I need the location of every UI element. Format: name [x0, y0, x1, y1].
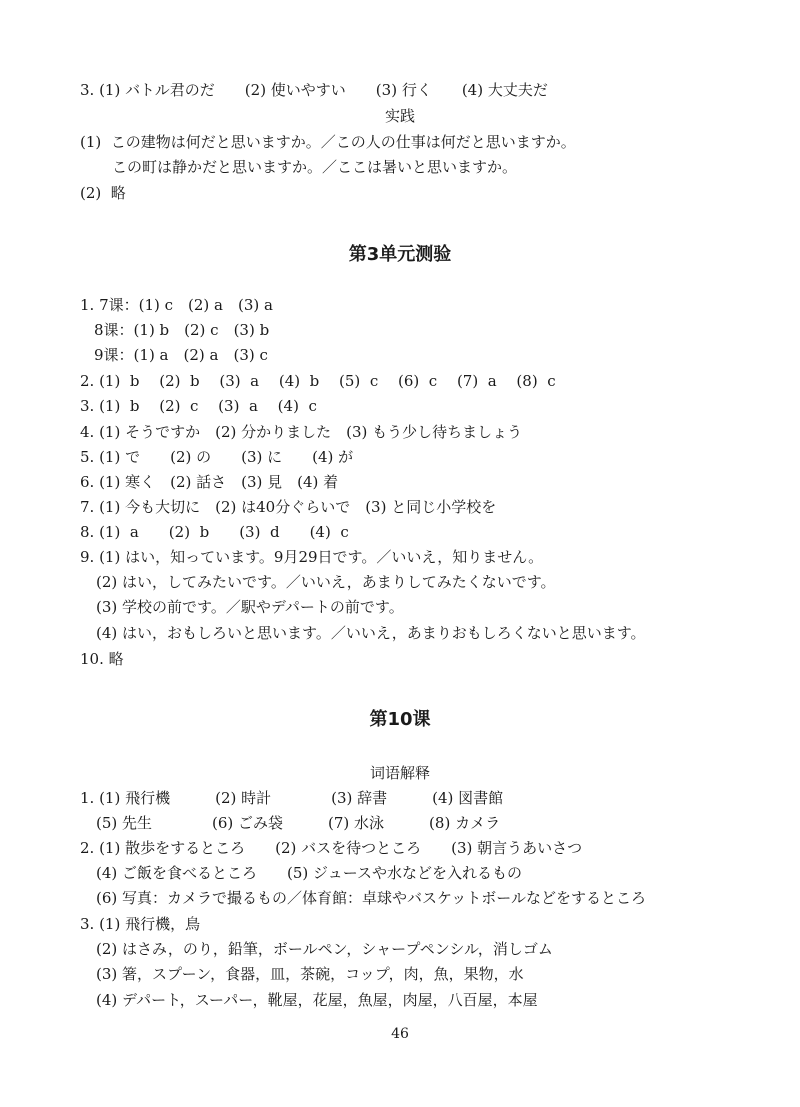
unit-test-title: 第3单元测验	[348, 244, 452, 265]
test-answer-9-1: 9. (1) はい，知っています。9月29日です。／いいえ，知りません。	[80, 548, 544, 566]
vocab-answer-2a: 2. (1) 散歩をするところ (2) バスを待つところ (3) 朝言うあいさつ	[80, 839, 583, 857]
test-answer-7: 7. (1) 今も大切に (2) は40分ぐらいで (3) と同じ小学校を	[80, 498, 497, 516]
test-answer-6: 6. (1) 寒く (2) 話さ (3) 見 (4) 着	[80, 473, 339, 491]
test-answer-8: 8. (1) a (2) b (3) d (4) c	[80, 523, 349, 541]
test-answer-9-2: (2) はい，してみたいです。／いいえ，あまりしてみたくないです。	[96, 573, 556, 591]
test-answer-4: 4. (1) そうですか (2) 分かりました (3) もう少し待ちましょう	[80, 423, 523, 441]
page-number: 46	[391, 1026, 409, 1042]
vocab-answer-3-2: (2) はさみ，のり，鉛筆，ボールペン，シャープペンシル，消しゴム	[96, 940, 553, 958]
vocab-answer-3-1: 3. (1) 飛行機，鳥	[80, 915, 201, 933]
lesson-title: 第10课	[369, 709, 431, 730]
test-answer-10: 10. 略	[80, 650, 124, 668]
practice-line-1: (1) この建物は何だと思いますか。／この人の仕事は何だと思いますか。	[80, 133, 576, 151]
test-answer-3: 3. (1) b (2) c (3) a (4) c	[80, 397, 317, 415]
practice-line-2: (2) 略	[80, 184, 126, 202]
test-answer-1-lesson7: 1. 7课：(1) c (2) a (3) a	[80, 296, 273, 314]
test-answer-1-lesson8: 8课：(1) b (2) c (3) b	[94, 321, 270, 339]
test-answer-9-4: (4) はい，おもしろいと思います。／いいえ，あまりおもしろくないと思います。	[96, 624, 646, 642]
practice-heading: 实践	[384, 107, 415, 125]
test-answer-1-lesson9: 9课：(1) a (2) a (3) c	[94, 346, 268, 364]
practice-line-1-cont: この町は静かだと思いますか。／ここは暑いと思いますか。	[112, 158, 518, 176]
test-answer-2: 2. (1) b (2) b (3) a (4) b (5) c (6) c (7) a (8) c	[80, 372, 556, 390]
vocab-answer-2c: (6) 写真：カメラで撮るもの／体育館：卓球やバスケットボールなどをするところ	[96, 889, 646, 907]
vocab-answer-3-3: (3) 箸，スプーン，食器，皿，茶碗，コップ，肉，魚，果物，水	[96, 965, 524, 983]
vocab-answer-3-4: (4) デパート，スーパー，靴屋，花屋，魚屋，肉屋，八百屋，本屋	[96, 991, 538, 1009]
vocab-answer-1b: (5) 先生 (6) ごみ袋 (7) 水泳 (8) カメラ	[96, 814, 501, 832]
vocab-heading: 词语解释	[369, 764, 430, 782]
vocab-answer-1a: 1. (1) 飛行機 (2) 時計 (3) 辞書 (4) 図書館	[80, 789, 504, 807]
answer-line-3: 3. (1) バトル君のだ (2) 使いやすい (3) 行く (4) 大丈夫だ	[80, 81, 548, 99]
vocab-answer-2b: (4) ご飯を食べるところ (5) ジュースや水などを入れるもの	[96, 864, 522, 882]
test-answer-9-3: (3) 学校の前です。／駅やデパートの前です。	[96, 598, 404, 616]
test-answer-5: 5. (1) で (2) の (3) に (4) が	[80, 448, 354, 466]
